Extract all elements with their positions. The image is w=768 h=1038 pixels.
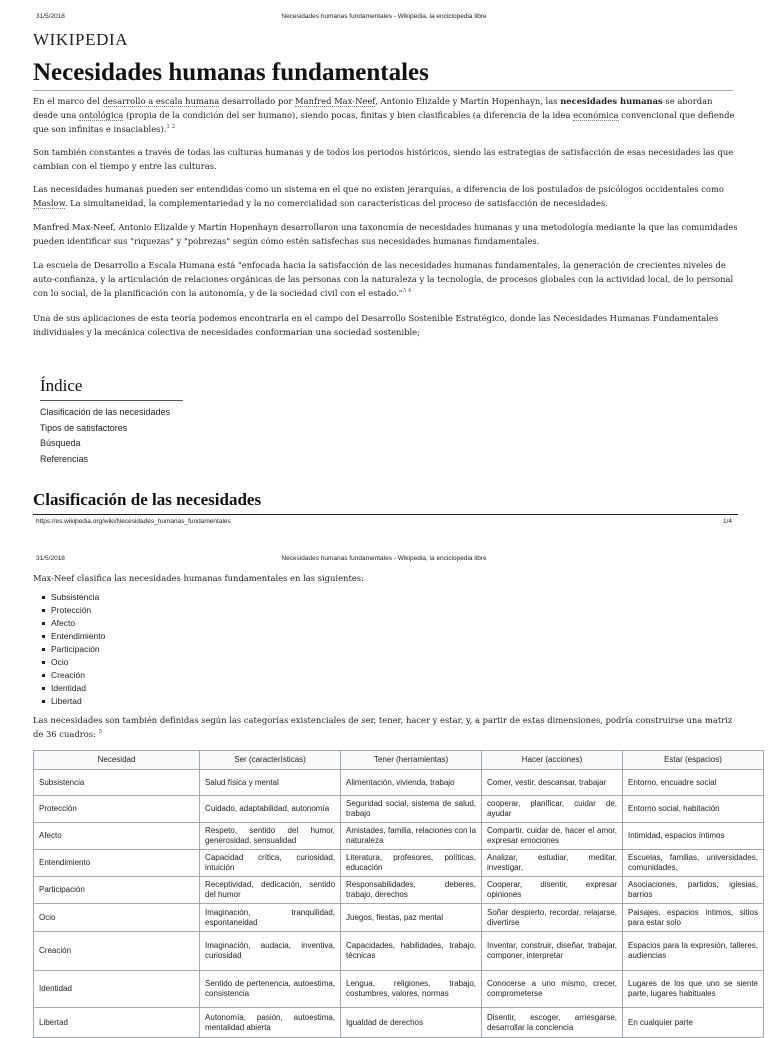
table-cell: Salud física y mental bbox=[200, 770, 341, 796]
paragraph-aplicaciones: Una de sus aplicaciones de esta teoría podemos encontrarla en el campo del Desarrollo Sostenible Estratégico, donde las Necesidades Humanas Fundamentales individuales y la mecánica colectiva de necesidades conformarían una sociedad sostenible; bbox=[33, 313, 719, 338]
need-name-cell: Identidad bbox=[34, 971, 200, 1008]
needs-list bbox=[51, 591, 105, 708]
list-item: Ocio bbox=[51, 656, 105, 669]
list-item: Identidad bbox=[51, 682, 105, 695]
paragraph-sistema: Las necesidades humanas pueden ser entendidas como un sistema en el que no existen jerarquías, a diferencia de los postulados de psicólogos occidentales como Maslow. La simultaneidad, la complementariedad y la no comercialidad son características del proceso de satisfacción de necesidades. bbox=[33, 184, 724, 209]
table-cell: Juegos, fiestas, paz mental bbox=[341, 904, 482, 932]
toc-heading: Índice bbox=[40, 376, 83, 395]
table-cell: Entorno, encuadre social bbox=[623, 770, 764, 796]
table-cell: Inventar, construir, diseñar, trabajar, componer, interpretar bbox=[482, 932, 623, 971]
list-item: Subsistencia bbox=[51, 591, 105, 604]
list-item: Afecto bbox=[51, 617, 105, 630]
need-name-cell: Creación bbox=[34, 932, 200, 971]
print-date: 31/5/2018 bbox=[36, 13, 65, 20]
table-cell: Receptividad, dedicación, sentido del humor bbox=[200, 877, 341, 904]
table-cell: Amistades, familia, relaciones con la naturaleza bbox=[341, 823, 482, 850]
need-name-cell: Subsistencia bbox=[34, 770, 200, 796]
link-max-neef[interactable]: Manfred Max-Neef bbox=[295, 96, 376, 106]
table-cell: Soñar despierto, recordar, relajarse, divertirse bbox=[482, 904, 623, 932]
table-cell: Respeto, sentido del humor, generosidad, sensualidad bbox=[200, 823, 341, 850]
table-row bbox=[34, 1008, 764, 1038]
reference-marks[interactable]: 3 4 bbox=[402, 288, 412, 295]
reference-marks[interactable]: 1 2 bbox=[166, 124, 176, 131]
link-maslow[interactable]: Maslow bbox=[33, 198, 65, 209]
need-name-cell: Entendimiento bbox=[34, 850, 200, 877]
list-item: Creación bbox=[51, 669, 105, 682]
table-cell: Lugares de los que uno se siente parte, lugares habituales bbox=[623, 971, 764, 1008]
need-name-cell: Participación bbox=[34, 877, 200, 904]
reference-mark[interactable]: 5 bbox=[98, 729, 103, 736]
table-cell: Capacidades, habilidades, trabajo, técnicas bbox=[341, 932, 482, 971]
table-of-contents bbox=[40, 405, 170, 467]
column-header: Ser (características) bbox=[200, 751, 341, 770]
needs-matrix-table bbox=[33, 750, 764, 1038]
needs-intro: Max-Neef clasifica las necesidades humanas fundamentales en las siguientes: bbox=[33, 573, 364, 583]
table-cell: Imaginación, audacia, inventiva, curiosidad bbox=[200, 932, 341, 971]
table-row bbox=[34, 971, 764, 1008]
page-title: Necesidades humanas fundamentales bbox=[33, 58, 733, 91]
table-cell: En cualquier parte bbox=[623, 1008, 764, 1038]
column-header: Tener (herramientas) bbox=[341, 751, 482, 770]
table-row bbox=[34, 770, 764, 796]
print-page-number: 1/4 bbox=[722, 518, 732, 525]
table-cell: Compartir, cuidar de, hacer el amor, expresar emociones bbox=[482, 823, 623, 850]
column-header: Estar (espacios) bbox=[623, 751, 764, 770]
table-cell: Entorno social, habitación bbox=[623, 796, 764, 823]
table-cell: Sentido de pertenencia, autoestima, consistencia bbox=[200, 971, 341, 1008]
table-cell: Escuelas, familias, universidades, comunidades, bbox=[623, 850, 764, 877]
table-cell: Cuidado, adaptabilidad, autonomía bbox=[200, 796, 341, 823]
table-row bbox=[34, 904, 764, 932]
print-date: 31/5/2018 bbox=[36, 555, 65, 562]
table-cell: Capacidad crítica, curiosidad, intuición bbox=[200, 850, 341, 877]
column-header: Hacer (acciones) bbox=[482, 751, 623, 770]
link-desarrollo-escala-humana[interactable]: desarrollo a escala humana bbox=[102, 96, 220, 106]
wikipedia-logo[interactable]: WIKIPEDIA bbox=[33, 30, 129, 49]
toc-item[interactable]: Búsqueda bbox=[40, 438, 81, 448]
print-header bbox=[0, 555, 768, 569]
table-cell: Igualdad de derechos bbox=[341, 1008, 482, 1038]
print-header bbox=[0, 13, 768, 27]
intro-paragraph: En el marco del desarrollo a escala humana desarrollado por Manfred Max-Neef, Antonio Elizalde y Martín Hopenhayn, las necesidades humanas se abordan desde una ontológica (propia de la condición del ser humano), siendo pocas, finitas y bien clasificables (a diferencia de la idea económica convencional que defiende que son infinitas e insaciables).$^{1 2}$ bbox=[33, 96, 735, 135]
toc-divider bbox=[40, 400, 183, 401]
table-cell: Literatura, profesores, políticas, educación bbox=[341, 850, 482, 877]
column-header: Necesidad bbox=[34, 751, 200, 770]
table-cell: Comer, vestir, descansar, trabajar bbox=[482, 770, 623, 796]
link-ontologica[interactable]: ontológica bbox=[79, 110, 124, 121]
link-economica[interactable]: económica bbox=[573, 110, 619, 121]
list-item: Protección bbox=[51, 604, 105, 617]
print-page-title: Necesidades humanas fundamentales - Wikipedia, la enciclopedia libre bbox=[281, 13, 487, 20]
paragraph-constantes: Son también constantes a través de todas las culturas humanas y de todos los periodos históricos, siendo las estrategias de satisfacción de esas necesidades las que cambian con el tiempo y entre las culturas. bbox=[33, 147, 734, 172]
need-name-cell: Ocio bbox=[34, 904, 200, 932]
need-name-cell: Afecto bbox=[34, 823, 200, 850]
need-name-cell: Protección bbox=[34, 796, 200, 823]
table-cell: Espacios para la expresión, talleres, audiencias bbox=[623, 932, 764, 971]
section-divider bbox=[33, 514, 738, 515]
list-item: Participación bbox=[51, 643, 105, 656]
table-cell: Asociaciones, partidos, iglesias, barrios bbox=[623, 877, 764, 904]
table-cell: cooperar, planificar, cuidar de, ayudar bbox=[482, 796, 623, 823]
table-cell: Disentir, escoger, arriesgarse, desarrollar la conciencia bbox=[482, 1008, 623, 1038]
table-cell: Paisajes, espacios íntimos, sitios para estar solo bbox=[623, 904, 764, 932]
list-item: Entendimiento bbox=[51, 631, 106, 641]
table-cell: Intimidad, espacios íntimos bbox=[623, 823, 764, 850]
print-url: https://es.wikipedia.org/wiki/Necesidades_humanas_fundamentales bbox=[36, 518, 231, 525]
paragraph-taxonomia: Manfred Max-Neef, Antonio Elizalde y Martín Hopenhayn desarrollaron una taxonomía de necesidades humanas y una metodología mediante la que las comunidades pueden identificar sus "riquezas" y "pobrezas" según cómo estén satisfechas sus necesidades humanas fundamentales. bbox=[33, 222, 738, 247]
toc-item[interactable]: Clasificación de las necesidades bbox=[40, 407, 171, 417]
toc-item[interactable]: Tipos de satisfactores bbox=[40, 422, 128, 433]
paragraph-escuela: La escuela de Desarrollo a Escala Humana está "enfocada hacia la satisfacción de las necesidades humanas fundamentales, la generación de crecientes niveles de auto-confianza, y la articulación de relaciones orgánicas de las personas con la naturaleza y la tecnología, de procesos globales con la actividad local, de lo personal con lo social, de la planificación con la autonomía, y de la sociedad civil con el estado."$^{3 4}$ bbox=[33, 260, 734, 299]
table-header-row bbox=[34, 751, 764, 770]
table-cell: Autonomía, pasión, autoestima, mentalidad abierta bbox=[200, 1008, 341, 1038]
table-row bbox=[34, 796, 764, 823]
table-cell: Seguridad social, sistema de salud, trabajo bbox=[341, 796, 482, 823]
table-cell: Conocerse a uno mismo, crecer, comprometerse bbox=[482, 971, 623, 1008]
table-row bbox=[34, 877, 764, 904]
table-cell: Cooperar, disentir, expresar opiniones bbox=[482, 877, 623, 904]
table-row bbox=[34, 823, 764, 850]
list-item: Libertad bbox=[51, 695, 105, 708]
section-heading: Clasificación de las necesidades bbox=[33, 490, 262, 509]
print-page-title: Necesidades humanas fundamentales - Wikipedia, la enciclopedia libre bbox=[281, 555, 487, 562]
table-cell: Responsabilidades, deberes, trabajo, derechos bbox=[341, 877, 482, 904]
table-cell: Alimentación, vivienda, trabajo bbox=[341, 770, 482, 796]
table-cell: Lengua, religiones, trabajo, costumbres, valores, normas bbox=[341, 971, 482, 1008]
toc-item[interactable]: Referencias bbox=[40, 453, 89, 464]
table-row bbox=[34, 850, 764, 877]
table-cell: Analizar, estudiar, meditar, investigar, bbox=[482, 850, 623, 877]
print-footer bbox=[0, 518, 768, 532]
table-cell: Imaginación, tranquilidad, espontaneidad bbox=[200, 904, 341, 932]
matrix-intro: Las necesidades son también definidas según las categorías existenciales de ser, tener, hacer y estar, y, a partir de estas dimensiones, podría construirse una matriz de 36 cuadros: $^5$ bbox=[33, 715, 733, 740]
need-name-cell: Libertad bbox=[34, 1008, 200, 1038]
table-row bbox=[34, 932, 764, 971]
